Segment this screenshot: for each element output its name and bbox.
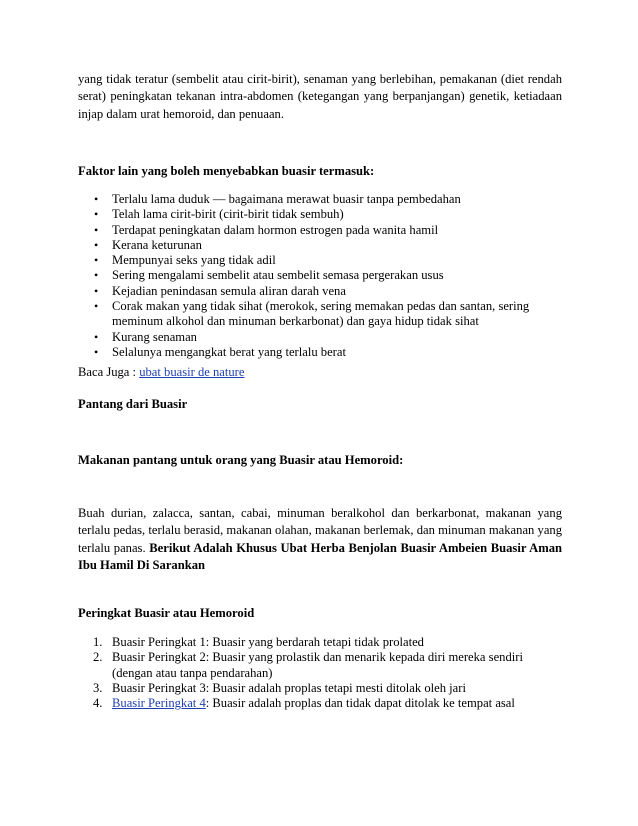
list-item (78, 696, 562, 711)
stage-text: : Buasir adalah proplas tetapi mesti ditolak oleh jari (205, 680, 466, 695)
makanan-heading-block (78, 452, 562, 469)
read-also-line (78, 364, 562, 381)
factors-list-block (78, 192, 562, 360)
stage-4-link[interactable]: Buasir Peringkat 4 (112, 696, 206, 711)
peringkat-list (78, 635, 562, 711)
pantang-heading: Pantang dari Buasir (78, 397, 188, 411)
makanan-heading: Makanan pantang untuk orang yang Buasir atau Hemoroid: (78, 453, 404, 467)
list-item: • Terdapat peningkatan dalam hormon estrogen pada wanita hamil (78, 223, 562, 238)
list-item (78, 635, 562, 650)
list-number: 2. (93, 650, 103, 665)
list-number: 3. (93, 680, 103, 695)
list-item: • Mempunyai seks yang tidak adil (78, 253, 562, 268)
stage-lead: Buasir Peringkat 2 (112, 650, 206, 665)
list-item: • Kurang senaman (78, 330, 562, 345)
peringkat-list-block (78, 635, 562, 711)
intro-paragraph-block (78, 71, 562, 123)
read-also-link[interactable]: ubat buasir de nature (139, 365, 245, 379)
read-also-label: Baca Juga : (78, 365, 140, 379)
makanan-paragraph (78, 505, 562, 575)
factors-heading: Faktor lain yang boleh menyebabkan buasir termasuk: (78, 164, 375, 178)
intro-paragraph: yang tidak teratur (sembelit atau cirit-birit), senaman yang berlebihan, pemakanan (diet rendah serat) peningkatan tekanan intra-abdomen (ketegangan yang berpanjangan) genetik, ketiadaan injap dalam urat hemoroid, dan penuaan. (78, 72, 562, 121)
list-item (78, 681, 562, 696)
factors-heading-block (78, 163, 562, 180)
read-also-block (78, 364, 562, 381)
stage-text: : Buasir yang berdarah tetapi tidak prolated (205, 635, 424, 649)
list-item: • Telah lama cirit-birit (cirit-birit tidak sembuh) (78, 207, 562, 222)
pantang-heading-block (78, 396, 562, 413)
makanan-paragraph-block (78, 505, 562, 575)
stage-text: : Buasir adalah proplas dan tidak dapat ditolak ke tempat asal (205, 696, 515, 711)
list-item: • Kejadian penindasan semula aliran darah vena (78, 284, 562, 299)
list-item: • Selalunya mengangkat berat yang terlalu berat (78, 345, 562, 360)
list-number: 1. (93, 635, 103, 649)
makanan-text: Buah durian, zalacca, santan, cabai, minuman beralkohol dan berkarbonat, makanan yang terlalu pedas, terlalu berasid, makanan olahan, makanan berlemak, dan minuman makanan yang terlalu panas. (78, 506, 562, 555)
factors-list (78, 192, 562, 360)
list-item: • Kerana keturunan (78, 238, 562, 253)
list-item: • Corak makan yang tidak sihat (merokok, sering memakan pedas dan santan, sering meminum alkohol dan minuman berkarbonat) dan gaya hidup tidak sihat (78, 299, 562, 330)
list-item (78, 650, 562, 681)
list-item: • Terlalu lama duduk — bagaimana merawat buasir tanpa pembedahan (78, 192, 562, 207)
stage-lead: Buasir Peringkat 3 (112, 680, 206, 695)
makanan-bold-text: Berikut Adalah Khusus Ubat Herba Benjolan Buasir Ambeien Buasir Aman Ibu Hamil Di Sarankan (78, 540, 562, 573)
stage-text: : Buasir yang prolastik dan menarik kepada diri mereka sendiri (dengan atau tanpa pendarahan) (112, 650, 523, 680)
list-item: • Sering mengalami sembelit atau sembelit semasa pergerakan usus (78, 268, 562, 283)
peringkat-heading-block (78, 605, 562, 622)
stage-lead: Buasir Peringkat 1 (112, 635, 206, 649)
list-number: 4. (93, 696, 103, 711)
peringkat-heading: Peringkat Buasir atau Hemoroid (78, 606, 255, 620)
